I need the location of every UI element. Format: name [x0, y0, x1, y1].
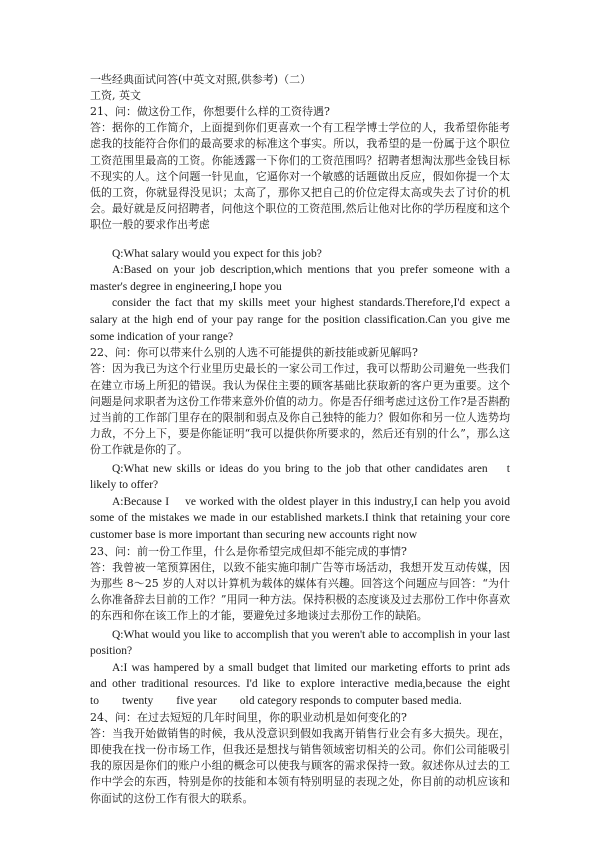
answer-21-en-part1: A:Based on your job description,which mentions that you prefer someone with a master's degree in engineering,I hope you	[90, 264, 510, 293]
question-23: 23、问：前一份工作里，什么是你希望完成但却不能完成的事情?	[90, 544, 407, 558]
answer-22-cn: 答：因为我已为这个行业里历史最长的一家公司工作过，我可以帮助公司避免一些我们在建立市场上所犯的错误。我认为保住主要的顾客基础比获取新的客户更为重要。这个问题是问求职者为这份工作带来意外价值的动力。你是否仔细考虑过这份工作?是否斟酌过当前的工作部门里存在的限制和弱点及你自己独特的能力？假如你和另一位人选势均力敌，不分上下，要是你能证明“我可以提供你所要求的，然后还有别的什么”，那么这份工作就是你的了。	[90, 362, 510, 457]
answer-23-en: A:I was hampered by a small budget that limited our marketing efforts to print ads and other traditional resources. I'd like to explore interactive media,because the eight to twenty five year old category responds to computer based media.	[90, 661, 533, 707]
answer-21-en-part2: consider the fact that my skills meet your highest standards.Therefore,I'd expect a salary at the high end of your pay range for the position classification.Can you give me some indication of your range?	[90, 297, 510, 343]
question-21: 21、问：做这份工作，你想要什么样的工资待遇?	[90, 105, 330, 118]
question-22-en: Q:What new skills or ideas do you bring to the job that other candidates aren t likely to offer?	[90, 462, 510, 492]
question-23-en: Q:What would you like to accomplish that you weren't able to accomplish in your last position?	[90, 628, 510, 658]
question-22: 22、问：你可以带来什么别的人选不可能提供的新技能或新见解吗?	[90, 346, 418, 360]
document-page	[90, 72, 533, 807]
question-21-en: Q:What salary would you expect for this job?	[112, 247, 322, 260]
answer-21-cn: 答：据你的工作简介，上面提到你们更喜欢一个有工程学博士学位的人，我希望你能考虑我的技能符合你们的最高要求的标准这个事实。所以，我希望的是一份属于这个职位工资范围里最高的工资。你能透露一下你们的工资范围吗？招聘者想淘汰那些金钱目标不现实的人。这个问题一针见血，它逼你对一个敏感的话题做出反应，假如你提一个太低的工资，你就显得没见识；太高了，那你又把自己的价位定得太高或失去了讨价的机会。最好就是反问招聘者，问他这个职位的工资范围,然后让他对比你的学历程度和这个职位一般的要求作出考虑	[90, 121, 510, 232]
question-24: 24、问：在过去短短的几年时间里，你的职业动机是如何变化的?	[90, 710, 407, 724]
answer-24-cn: 答：当我开始做销售的时候，我从没意识到假如我离开销售行业会有多大损失。现在，即使我在找一份市场工作，但我还是想找与销售领域密切相关的公司。你们公司能吸引我的原因是你们的账户小组的概念可以使我与顾客的需求保持一致。叙述你从过去的工作中学会的东西，特别是你的技能和本领有特别明显的表现之处，你目前的动机应该和你面试的这份工作有很大的联系。	[90, 726, 510, 805]
answer-23-cn: 答：我曾被一笔预算困住，以致不能实施印制广告等市场活动，我想开发互动传媒，因为那些 8～25 岁的人对以计算机为载体的媒体有兴趣。回答这个问题应与回答：“为什么你准备辞去目前的工作？”用同一种方法。保持积极的态度谈及过去那份工作中你喜欢的东西和你在该工作上的才能，要避免过多地谈过去那份工作的缺陷。	[90, 560, 510, 623]
document-title: 一些经典面试问答(中英文对照,供参考)（二）	[90, 73, 312, 86]
document-tags: 工资, 英文	[90, 89, 141, 102]
answer-22-en: A:Because I ve worked with the oldest player in this industry,I can help you avoid some of the mistakes we made in our established markets.I think that retaining your core customer base is more important than securing new accounts right now	[90, 495, 510, 541]
